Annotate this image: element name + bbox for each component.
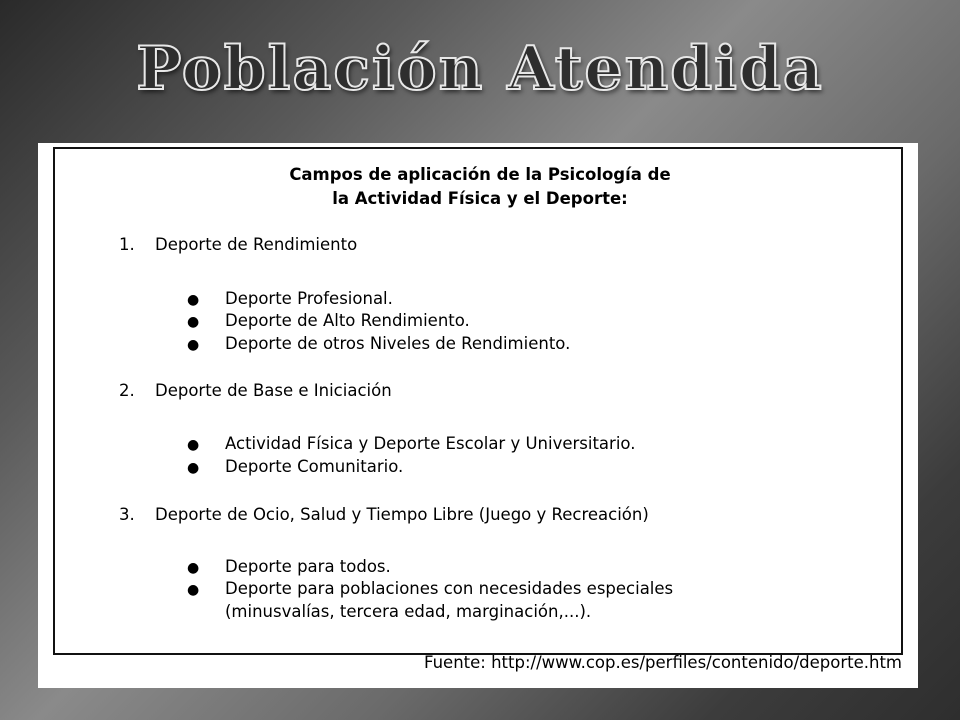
section-number: 1. xyxy=(119,235,135,254)
bullet-icon: ● xyxy=(187,560,200,576)
list-item-continuation: (minusvalías, tercera edad, marginación,...). xyxy=(225,602,592,621)
bullet-icon: ● xyxy=(187,437,200,453)
bullet-icon: ● xyxy=(187,314,200,330)
list-item: ● Deporte para poblaciones con necesidades especiales xyxy=(187,579,674,598)
bullet-icon: ● xyxy=(187,337,200,353)
document-heading-line-2: la Actividad Física y el Deporte: xyxy=(332,189,628,208)
document-frame xyxy=(53,147,903,655)
bullet-icon: ● xyxy=(187,292,200,308)
section-2 xyxy=(119,381,392,400)
list-item: ● Deporte de Alto Rendimiento. xyxy=(187,311,470,330)
section-number: 2. xyxy=(119,381,135,400)
slide-title: Población Atendida xyxy=(136,34,824,104)
document-image xyxy=(38,143,918,688)
section-title: Deporte de Rendimiento xyxy=(155,235,358,254)
list-item: ● Deporte Profesional. xyxy=(187,289,393,308)
list-item: ● Deporte Comunitario. xyxy=(187,457,404,476)
section-number: 3. xyxy=(119,505,135,524)
bullet-icon: ● xyxy=(187,582,200,598)
list-item: ● Deporte de otros Niveles de Rendimiento. xyxy=(187,334,571,353)
list-item: ● Actividad Física y Deporte Escolar y Universitario. xyxy=(187,434,636,453)
bullet-icon: ● xyxy=(187,460,200,476)
section-title: Deporte de Base e Iniciación xyxy=(155,381,392,400)
list-item: ● Deporte para todos. xyxy=(187,557,391,576)
section-3 xyxy=(119,505,649,524)
section-title: Deporte de Ocio, Salud y Tiempo Libre (Juego y Recreación) xyxy=(155,505,649,524)
source-citation: Fuente: http://www.cop.es/perfiles/contenido/deporte.htm xyxy=(424,653,902,672)
document-heading-line-1: Campos de aplicación de la Psicología de xyxy=(289,165,671,184)
section-1 xyxy=(119,235,357,254)
